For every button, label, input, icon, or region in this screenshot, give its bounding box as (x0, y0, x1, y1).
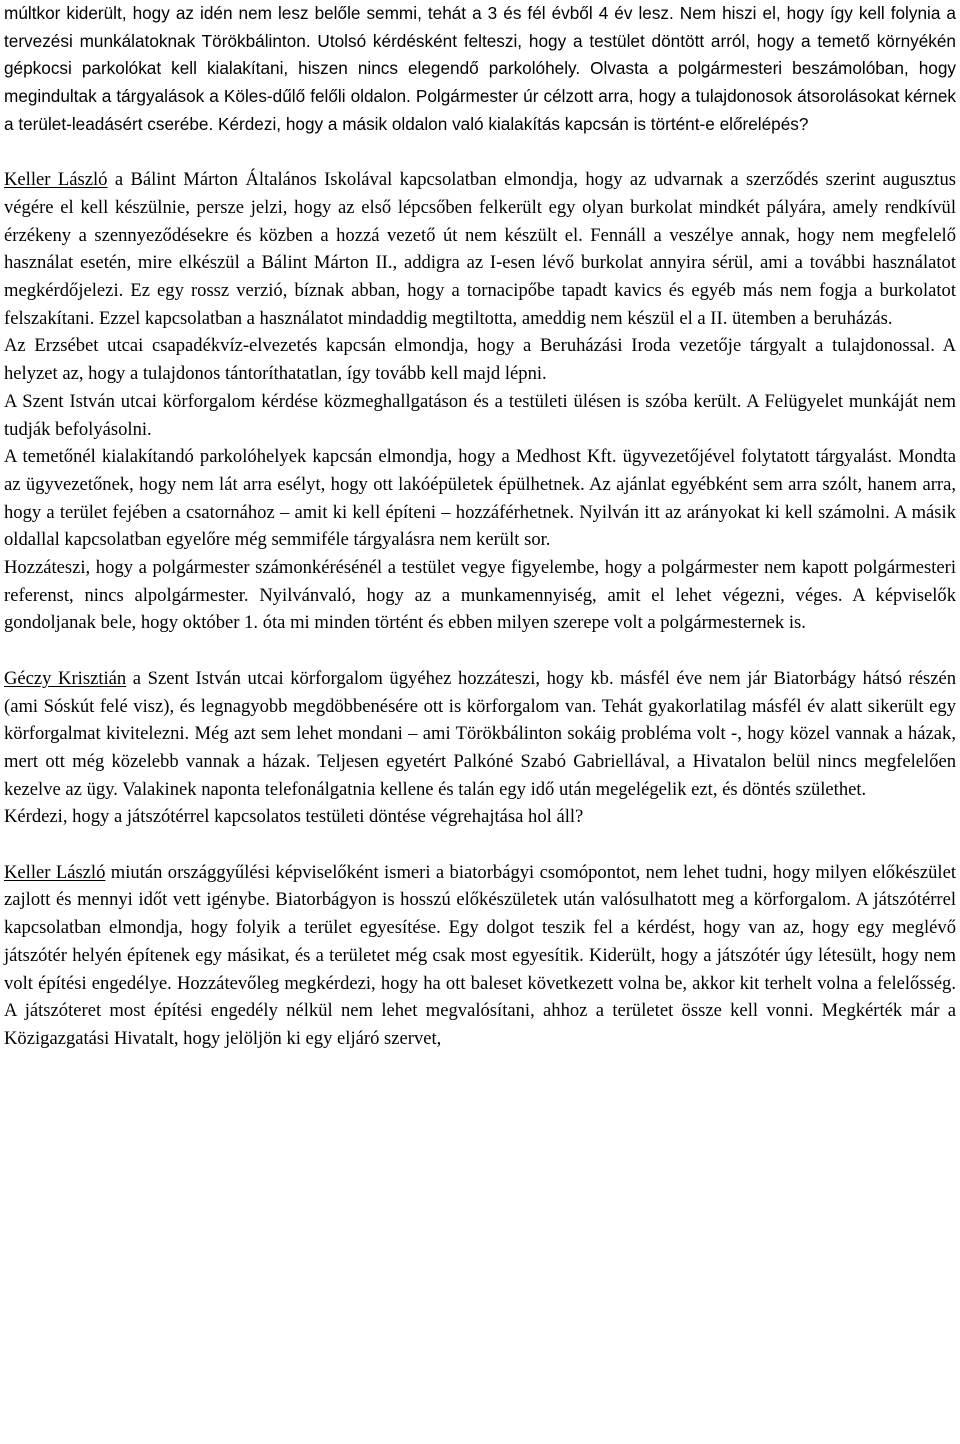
paragraph: Hozzáteszi, hogy a polgármester számonkérésénél a testület vegye figyelembe, hogy a polgármester nem kapott polgármesteri referenst, nincs alpolgármester. Nyilvánvaló, hogy az a munkamennyiség, amit el lehet végezni, véges. A képviselők gondoljanak bele, hogy október 1. óta mi minden történt és ebben milyen szerepe volt a polgármesternek is. (4, 557, 956, 634)
paragraph: A Szent István utcai körforgalom kérdése közmeghallgatáson és a testületi ülésen is szóba került. A Felügyelet munkáját nem tudják befolyásolni. (4, 390, 956, 440)
paragraph: Kérdezi, hogy a játszótérrel kapcsolatos testületi döntése végrehajtása hol áll? (4, 806, 584, 828)
paragraph: A temetőnél kialakítandó parkolóhelyek kapcsán elmondja, hogy a Medhost Kft. ügyvezetőjével folytatott tárgyalást. Mondta az ügyvezetőnek, hogy nem lát arra esélyt, hogy ott lakóépületek épülhetnek. Az ajánlat egyébként sem arra szólt, hanem arra, hogy a terület fejében a csatornához – amit ki kell építeni – hozzáférhetnek. Nyilván itt az arányokat ki kell számolni. A másik oldallal kapcsolatban egyelőre még semmiféle tárgyalásra nem került sor. (4, 446, 956, 551)
speaker-name: Keller László (4, 861, 106, 883)
paragraph: Az Erzsébet utcai csapadékvíz-elvezetés kapcsán elmondja, hogy a Beruházási Iroda vezetője tárgyalt a tulajdonossal. A helyzet az, hogy a tulajdonos tántoríthatatlan, így tovább kell majd lépni. (4, 335, 956, 385)
document-page (4, 0, 956, 1053)
keller-statement-2 (4, 859, 956, 1053)
keller-statement-1 (4, 166, 956, 332)
statement-text: miután országgyűlési képviselőként ismeri a biatorbágyi csomópontot, nem lehet tudni, hogy milyen előkészület zajlott és mennyi időt vett igénybe. Biatorbágyon is hosszú előkészületek után valósulhatott meg a körforgalom. A játszótérrel kapcsolatban elmondja, hogy folyik a terület egyesítése. Egy dolgot teszik fel a kérdést, hogy van az, hogy egy meglévő játszótér helyén építenek egy másikat, és a területet még csak most egyesítik. Kiderült, hogy a játszótér úgy létesült, hogy nem volt építési engedélye. Hozzátevőleg megkérdezi, hogy ha ott baleset következett volna be, akkor kit terhelt volna a felelősség. A játszóteret most építési engedély nélkül nem lehet megvalósítani, ahhoz a területet össze kell vonni. Megkérték már a Közigazgatási Hivatalt, hogy jelöljön ki egy eljáró szervet, (4, 861, 957, 1049)
intro-paragraph (4, 0, 956, 139)
speaker-name: Keller László (4, 169, 108, 191)
statement-text: a Bálint Márton Általános Iskolával kapcsolatban elmondja, hogy az udvarnak a szerződés szerint augusztus végére el kell készülnie, persze jelzi, hogy az első lépcsőben felkerült egy olyan burkolat mindkét pályára, amely rendkívül érzékeny a szennyeződésekre és közben a hozzá vezető út nem készült el. Fennáll a veszélye annak, hogy nem megfelelő használat esetén, mire elkészül a Bálint Márton II., addigra az I-esen lévő burkolat annyira sérül, ami a további használatot megkérdőjelezi. Ez egy rossz verzió, bíznak abban, hogy a tornacipőbe tapadt kavics és egyéb más nem fogja a burkolatot felszakítani. Ezzel kapcsolatban a használatot mindaddig megtiltotta, ameddig nem készül el a II. ütemben a beruházás. (4, 169, 956, 329)
intro-text: múltkor kiderült, hogy az idén nem lesz belőle semmi, tehát a 3 és fél évből 4 év lesz. Nem hiszi el, hogy így kell folynia a tervezési munkálatoknak Törökbálinton. Utolsó kérdésként felteszi, hogy a testület döntött arról, hogy a temető környékén gépkocsi parkolókat kell kialakítani, hiszen nincs elegendő parkolóhely. Olvasta a polgármesteri beszámolóban, hogy megindultak a tárgyalások a Köles-dűlő felőli oldalon. Polgármester úr célzott arra, hogy a tulajdonosok átsorolásokat kérnek a terület-leadásért cserébe. Kérdezi, hogy a másik oldalon való kialakítás kapcsán is történt-e előrelépés? (4, 3, 956, 134)
geczy-statement (4, 665, 956, 804)
speaker-name: Géczy Krisztián (4, 667, 127, 689)
statement-text: a Szent István utcai körforgalom ügyéhez hozzáteszi, hogy kb. másfél éve nem jár Biatorbágy hátsó részén (ami Sóskút felé visz), és legnagyobb megdöbbenésére ott is körforgalom van. Tehát gyakorlatilag másfél év alatt sikerült egy körforgalmat kivitelezni. Még azt sem lehet mondani – ami Törökbálinton sokáig probléma volt -, hogy közel vannak a házak, mert ott még közelebb vannak a házak. Teljesen egyetért Palkóné Szabó Gabriellával, a Hivatalon belül nincs megfelelően kezelve az ügy. Valakinek naponta telefonálgatnia kellene és talán egy idő után megelégelik ezt, és döntés születhet. (4, 667, 956, 800)
